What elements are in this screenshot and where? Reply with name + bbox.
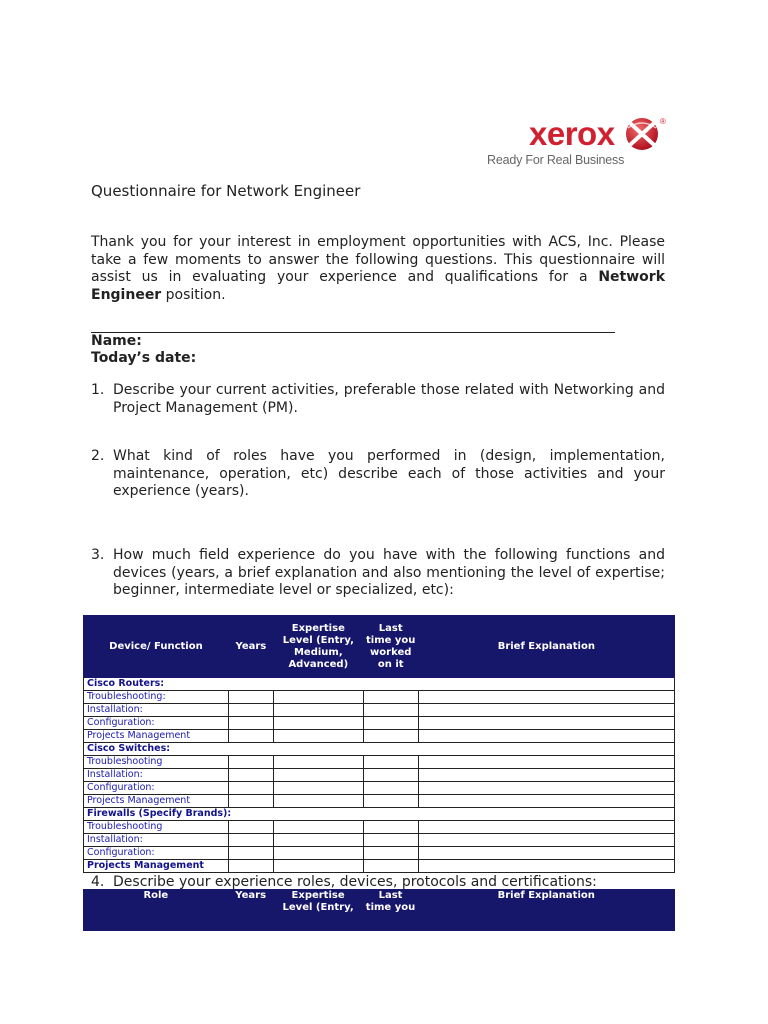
expertise-cell[interactable] <box>273 782 363 795</box>
years-cell[interactable] <box>228 730 273 743</box>
header-last-time: Last time you <box>363 890 418 931</box>
table-row <box>84 847 675 860</box>
function-cell: Projects Management <box>84 730 229 743</box>
brand-tagline: Ready For Real Business <box>487 153 625 167</box>
explanation-cell[interactable] <box>418 795 674 808</box>
header-years: Years <box>228 616 273 678</box>
function-cell: Troubleshooting: <box>84 691 229 704</box>
header-role: Role <box>84 890 229 931</box>
question-text: How much field experience do you have with the following functions and devices (years, a brief explanation and also mentioning the level of expertise; beginner, intermediate level or specialized, etc): <box>113 547 665 598</box>
question-text: Describe your experience roles, devices, protocols and certifications: <box>113 874 597 890</box>
table-row <box>84 704 675 717</box>
last-time-cell[interactable] <box>363 821 418 834</box>
question-number: 3. <box>91 547 105 563</box>
table-row <box>84 691 675 704</box>
table-row <box>84 730 675 743</box>
last-time-cell[interactable] <box>363 704 418 717</box>
last-time-cell[interactable] <box>363 847 418 860</box>
table-row <box>84 795 675 808</box>
last-time-cell[interactable] <box>363 860 418 873</box>
question-3 <box>91 547 665 600</box>
last-time-cell[interactable] <box>363 756 418 769</box>
function-cell: Projects Management <box>84 860 229 873</box>
table-row <box>84 769 675 782</box>
table-row <box>84 756 675 769</box>
header-device-function: Device/ Function <box>84 616 229 678</box>
last-time-cell[interactable] <box>363 769 418 782</box>
last-time-cell[interactable] <box>363 834 418 847</box>
category-row: Cisco Switches: <box>84 743 675 756</box>
header-last-time: Last time you worked on it <box>363 616 418 678</box>
intro-paragraph <box>91 234 665 304</box>
category-row: Firewalls (Specify Brands): <box>84 808 675 821</box>
years-cell[interactable] <box>228 704 273 717</box>
years-cell[interactable] <box>228 717 273 730</box>
explanation-cell[interactable] <box>418 847 674 860</box>
table-row <box>84 717 675 730</box>
explanation-cell[interactable] <box>418 834 674 847</box>
explanation-cell[interactable] <box>418 730 674 743</box>
brand-wordmark: xerox <box>529 115 615 152</box>
function-cell: Configuration: <box>84 847 229 860</box>
registered-mark: ® <box>660 117 666 126</box>
explanation-cell[interactable] <box>418 717 674 730</box>
explanation-cell[interactable] <box>418 769 674 782</box>
years-cell[interactable] <box>228 756 273 769</box>
date-label: Today’s date: <box>91 350 197 366</box>
function-cell: Troubleshooting <box>84 821 229 834</box>
expertise-cell[interactable] <box>273 704 363 717</box>
table-row <box>84 782 675 795</box>
question-number: 4. <box>91 874 105 890</box>
years-cell[interactable] <box>228 847 273 860</box>
question-1 <box>91 382 665 417</box>
expertise-cell[interactable] <box>273 717 363 730</box>
explanation-cell[interactable] <box>418 821 674 834</box>
expertise-cell[interactable] <box>273 730 363 743</box>
years-cell[interactable] <box>228 821 273 834</box>
function-cell: Projects Management <box>84 795 229 808</box>
expertise-cell[interactable] <box>273 847 363 860</box>
name-label: Name: <box>91 333 142 349</box>
function-cell: Troubleshooting <box>84 756 229 769</box>
intro-text-end: position. <box>161 286 226 303</box>
explanation-cell[interactable] <box>418 782 674 795</box>
function-cell: Configuration: <box>84 782 229 795</box>
table-row <box>84 821 675 834</box>
last-time-cell[interactable] <box>363 795 418 808</box>
header-expertise-level: Expertise Level (Entry, <box>273 890 363 931</box>
roles-table <box>83 889 675 931</box>
explanation-cell[interactable] <box>418 704 674 717</box>
xerox-logo <box>486 112 676 172</box>
years-cell[interactable] <box>228 691 273 704</box>
xerox-sphere-icon <box>622 112 670 154</box>
years-cell[interactable] <box>228 834 273 847</box>
header-years: Years <box>228 890 273 931</box>
last-time-cell[interactable] <box>363 691 418 704</box>
header-expertise-level: Expertise Level (Entry, Medium, Advanced) <box>273 616 363 678</box>
years-cell[interactable] <box>228 769 273 782</box>
function-cell: Configuration: <box>84 717 229 730</box>
years-cell[interactable] <box>228 860 273 873</box>
explanation-cell[interactable] <box>418 756 674 769</box>
function-cell: Installation: <box>84 834 229 847</box>
expertise-cell[interactable] <box>273 821 363 834</box>
question-text: What kind of roles have you performed in (design, implementation, maintenance, operation, etc) describe each of those activities and your experience (years). <box>113 448 665 499</box>
last-time-cell[interactable] <box>363 730 418 743</box>
question-number: 2. <box>91 448 105 464</box>
function-cell: Installation: <box>84 769 229 782</box>
last-time-cell[interactable] <box>363 717 418 730</box>
question-2 <box>91 448 665 501</box>
document-title: Questionnaire for Network Engineer <box>91 182 361 200</box>
expertise-cell[interactable] <box>273 795 363 808</box>
intro-text-start: Thank you for your interest in employment opportunities with ACS, Inc. Please take a few moments to answer the following questions. This questionnaire will assist us in evaluating your experience and qualifications for a <box>91 234 665 285</box>
explanation-cell[interactable] <box>418 860 674 873</box>
expertise-cell[interactable] <box>273 860 363 873</box>
header-brief-explanation: Brief Explanation <box>418 890 675 931</box>
expertise-cell[interactable] <box>273 769 363 782</box>
header-brief-explanation: Brief Explanation <box>418 616 674 678</box>
name-underline <box>91 332 615 333</box>
years-cell[interactable] <box>228 795 273 808</box>
years-cell[interactable] <box>228 782 273 795</box>
last-time-cell[interactable] <box>363 782 418 795</box>
expertise-cell[interactable] <box>273 691 363 704</box>
table-row <box>84 834 675 847</box>
expertise-cell[interactable] <box>273 834 363 847</box>
category-row: Cisco Routers: <box>84 678 675 691</box>
intro-position: Network Engineer <box>91 269 665 303</box>
expertise-cell[interactable] <box>273 756 363 769</box>
question-text: Describe your current activities, preferable those related with Networking and Project Management (PM). <box>113 382 665 416</box>
function-cell: Installation: <box>84 704 229 717</box>
question-number: 1. <box>91 382 105 398</box>
table-row <box>84 860 675 873</box>
explanation-cell[interactable] <box>418 691 674 704</box>
experience-table <box>83 615 675 873</box>
